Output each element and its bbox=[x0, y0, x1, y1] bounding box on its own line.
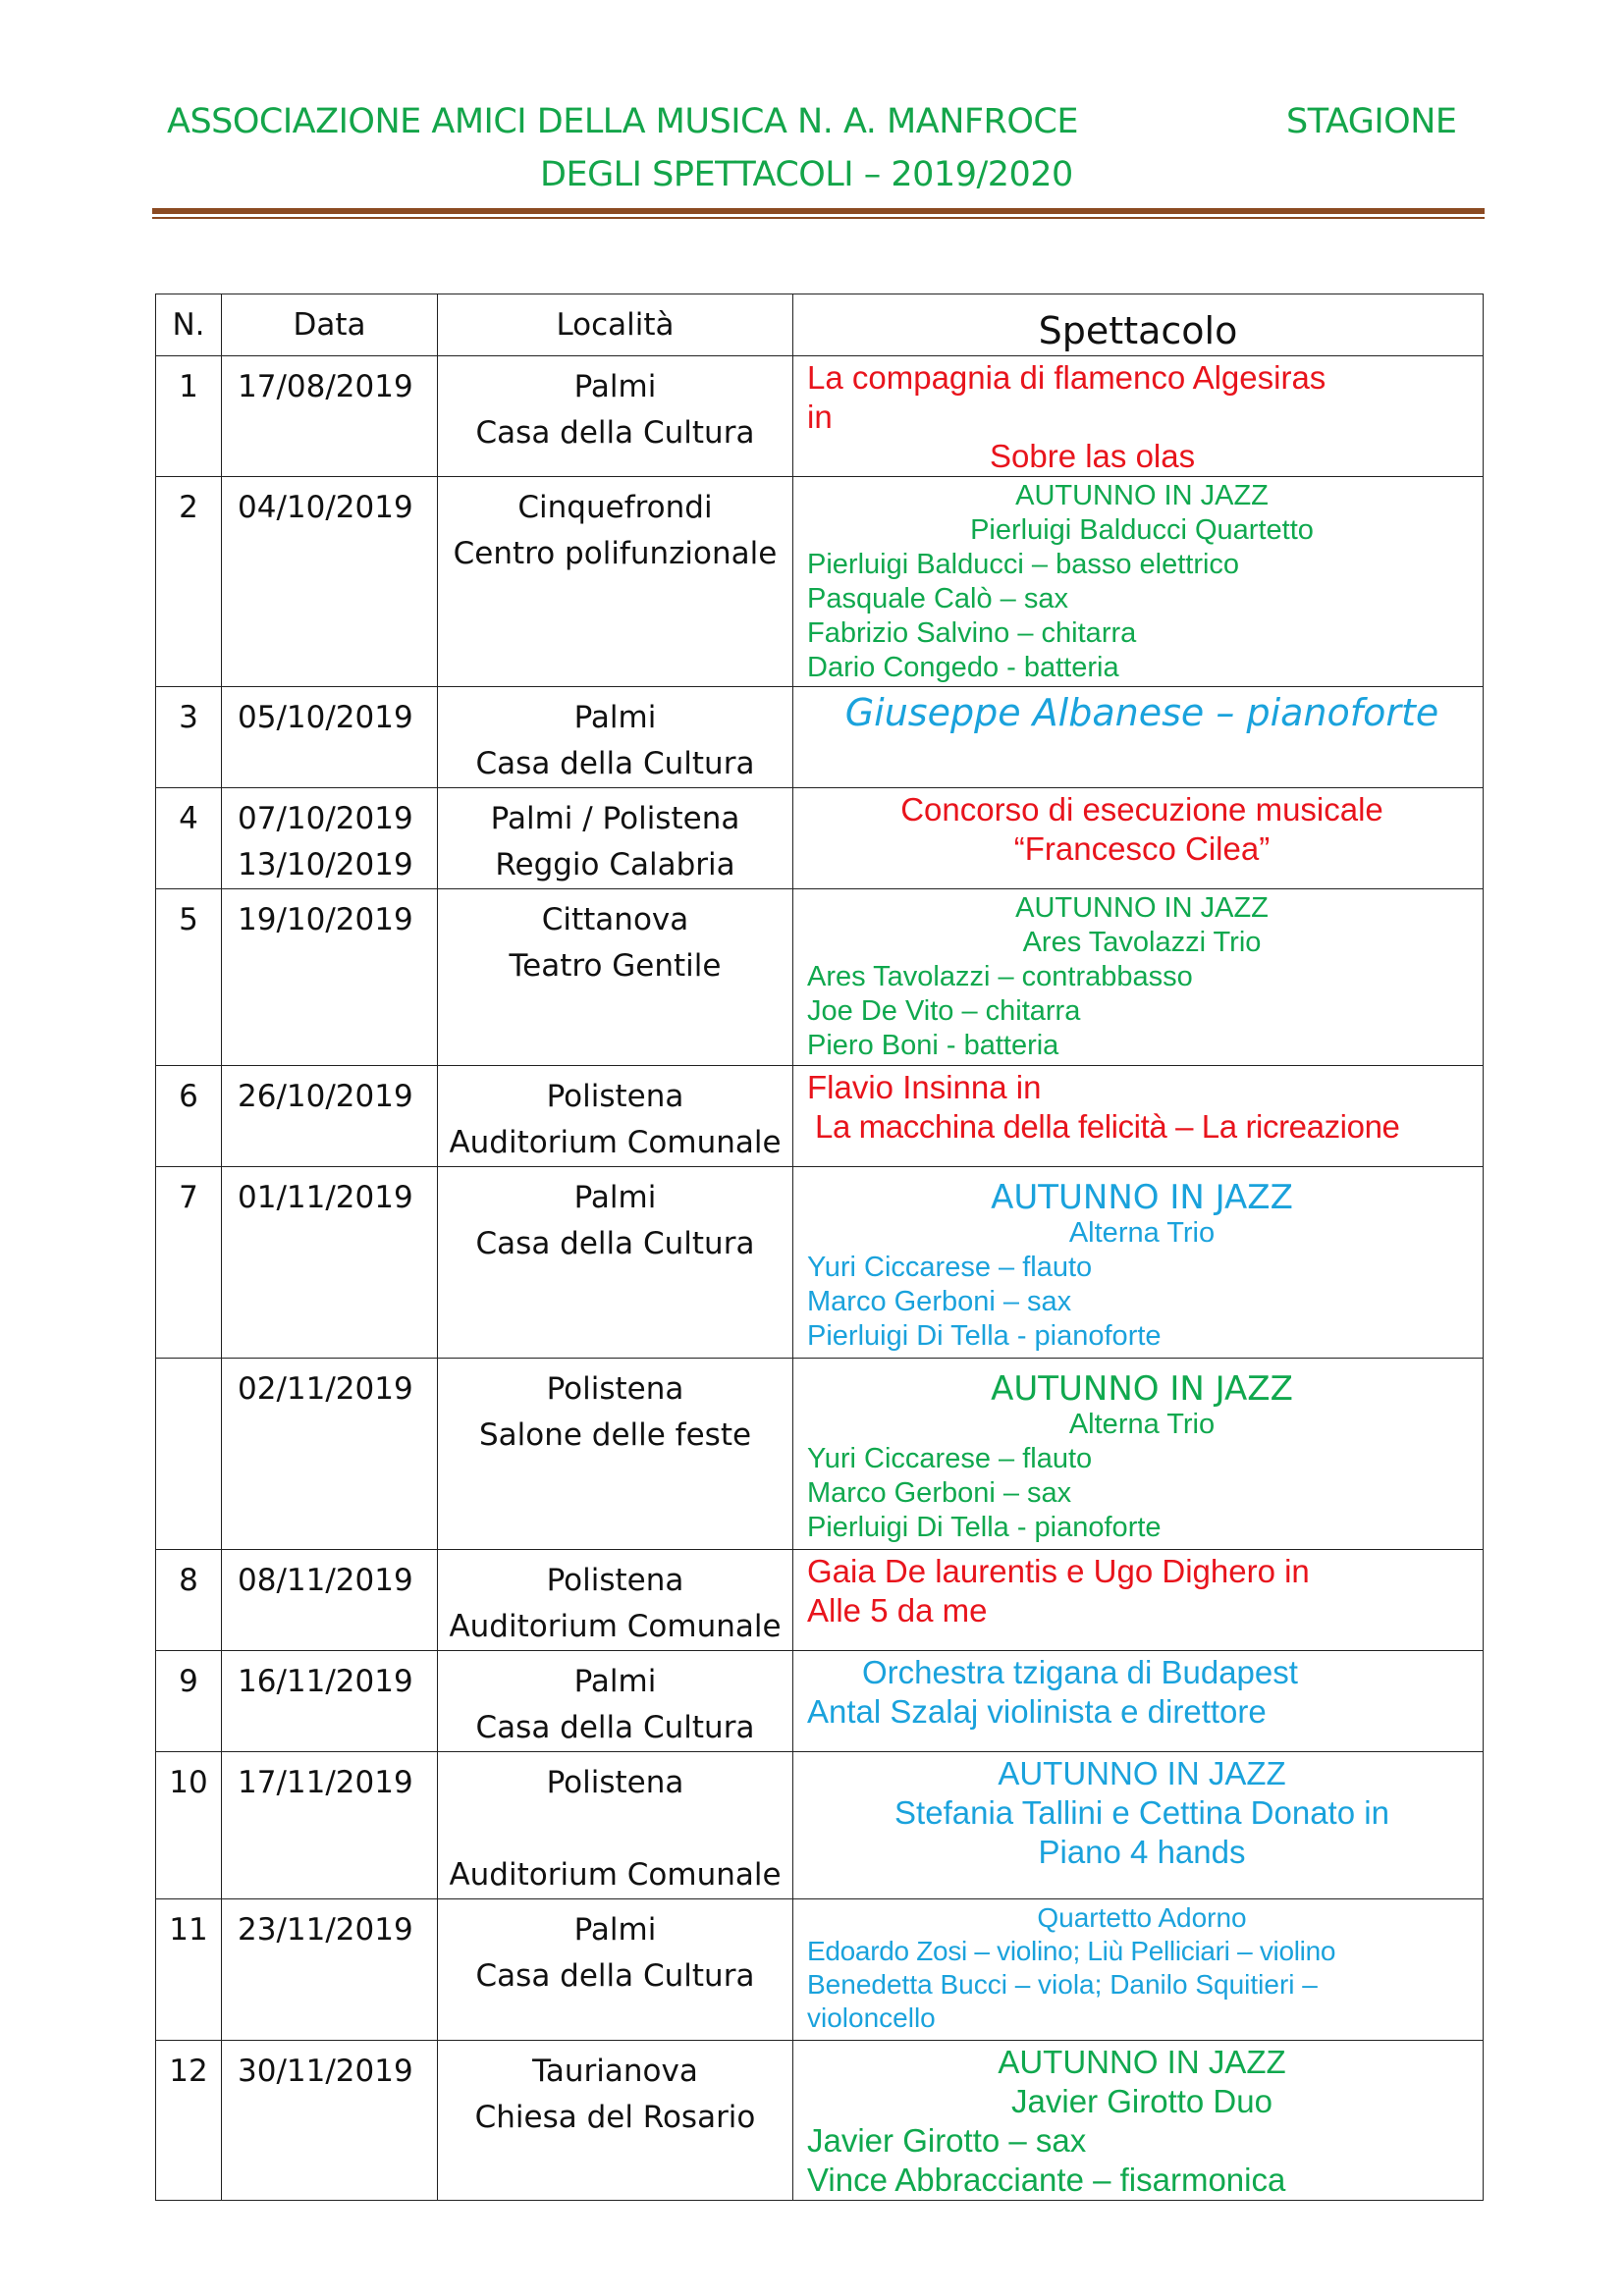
location-venue: Auditorium Comunale bbox=[449, 1125, 782, 1160]
location-venue: Centro polifunzionale bbox=[453, 536, 778, 571]
show-line: La macchina della felicità – La ricreazione bbox=[815, 1108, 1400, 1145]
location-town: Palmi bbox=[573, 1664, 657, 1699]
date-value: 13/10/2019 bbox=[238, 847, 413, 882]
show-line: AUTUNNO IN JAZZ bbox=[1015, 480, 1269, 511]
show-line: Alle 5 da me bbox=[807, 1592, 988, 1629]
show-line: Sobre las olas bbox=[990, 438, 1196, 474]
date-value: 17/08/2019 bbox=[238, 369, 413, 404]
row-number: 3 bbox=[156, 687, 222, 788]
table-row bbox=[156, 1651, 1484, 1752]
show-line: Edoardo Zosi – violino; Liù Pelliciari – violino bbox=[807, 1936, 1336, 1966]
table-row bbox=[156, 477, 1484, 687]
row-show bbox=[793, 1066, 1484, 1167]
row-date bbox=[222, 889, 438, 1066]
location-town: Polistena bbox=[546, 1765, 684, 1800]
show-line: Pierluigi Balducci – basso elettrico bbox=[807, 549, 1240, 580]
row-number: 7 bbox=[156, 1167, 222, 1359]
show-line: AUTUNNO IN JAZZ bbox=[991, 1178, 1293, 1217]
location-venue: Casa della Cultura bbox=[475, 1710, 755, 1745]
table-row bbox=[156, 1066, 1484, 1167]
date-value: 17/11/2019 bbox=[238, 1765, 413, 1800]
row-location bbox=[438, 1066, 793, 1167]
row-date bbox=[222, 1066, 438, 1167]
location-venue: Auditorium Comunale bbox=[449, 1609, 782, 1644]
date-value: 01/11/2019 bbox=[238, 1180, 413, 1215]
show-line: Quartetto Adorno bbox=[1037, 1902, 1247, 1933]
row-number: 11 bbox=[156, 1899, 222, 2041]
row-number: 6 bbox=[156, 1066, 222, 1167]
row-date bbox=[222, 1359, 438, 1550]
row-show bbox=[793, 1550, 1484, 1651]
show-line: Alterna Trio bbox=[1068, 1409, 1216, 1440]
show-line: AUTUNNO IN JAZZ bbox=[998, 2044, 1286, 2080]
table-row bbox=[156, 1359, 1484, 1550]
table-row bbox=[156, 889, 1484, 1066]
location-spacer bbox=[438, 1806, 792, 1852]
location-town: Palmi bbox=[573, 1180, 657, 1215]
show-line: Piero Boni - batteria bbox=[807, 1030, 1059, 1061]
row-number: 8 bbox=[156, 1550, 222, 1651]
location-venue: Reggio Calabria bbox=[495, 847, 735, 882]
table-row bbox=[156, 1899, 1484, 2041]
location-venue: Casa della Cultura bbox=[475, 1226, 755, 1261]
row-number: 1 bbox=[156, 356, 222, 477]
date-value: 16/11/2019 bbox=[238, 1664, 413, 1699]
show-line: Marco Gerboni – sax bbox=[807, 1477, 1072, 1509]
location-venue: Chiesa del Rosario bbox=[474, 2100, 756, 2135]
table-row bbox=[156, 2041, 1484, 2201]
show-line: Piano 4 hands bbox=[1038, 1834, 1246, 1870]
table-row bbox=[156, 1752, 1484, 1899]
row-show bbox=[793, 1167, 1484, 1359]
row-date bbox=[222, 1752, 438, 1899]
location-town: Polistena bbox=[546, 1371, 684, 1407]
show-line: AUTUNNO IN JAZZ bbox=[1015, 892, 1269, 924]
date-value: 19/10/2019 bbox=[238, 902, 413, 937]
show-line: Orchestra tzigana di Budapest bbox=[862, 1654, 1298, 1690]
location-town: Polistena bbox=[546, 1563, 684, 1598]
show-line: Giuseppe Albanese – pianoforte bbox=[844, 691, 1439, 734]
location-town: Palmi / Polistena bbox=[490, 801, 740, 836]
location-venue: Teatro Gentile bbox=[509, 948, 722, 984]
show-line: Joe De Vito – chitarra bbox=[807, 995, 1081, 1027]
show-line: Flavio Insinna in bbox=[807, 1069, 1042, 1105]
schedule-table bbox=[155, 294, 1484, 2201]
row-number: 5 bbox=[156, 889, 222, 1066]
row-date bbox=[222, 477, 438, 687]
show-line: Benedetta Bucci – viola; Danilo Squitieri – bbox=[807, 1969, 1318, 2000]
row-number: 2 bbox=[156, 477, 222, 687]
row-location bbox=[438, 1651, 793, 1752]
row-date bbox=[222, 1550, 438, 1651]
show-line: Javier Girotto – sax bbox=[807, 2122, 1087, 2159]
show-line: Alterna Trio bbox=[1068, 1217, 1216, 1249]
location-town: Palmi bbox=[573, 700, 657, 735]
show-line: violoncello bbox=[807, 2002, 936, 2033]
table-row bbox=[156, 788, 1484, 889]
row-number: 10 bbox=[156, 1752, 222, 1899]
show-line: Pierluigi Di Tella - pianoforte bbox=[807, 1320, 1162, 1352]
header-title: ASSOCIAZIONE AMICI DELLA MUSICA N. A. MANFROCE bbox=[167, 102, 1078, 141]
column-header-number: N. bbox=[156, 294, 222, 356]
show-line: Fabrizio Salvino – chitarra bbox=[807, 617, 1137, 649]
row-location bbox=[438, 687, 793, 788]
row-show bbox=[793, 477, 1484, 687]
row-date bbox=[222, 1899, 438, 2041]
row-location bbox=[438, 1899, 793, 2041]
location-town: Polistena bbox=[546, 1079, 684, 1114]
table-row bbox=[156, 687, 1484, 788]
location-town: Taurianova bbox=[532, 2054, 698, 2089]
row-location bbox=[438, 889, 793, 1066]
row-number: 4 bbox=[156, 788, 222, 889]
show-line: Javier Girotto Duo bbox=[1011, 2083, 1272, 2119]
column-header-location: Località bbox=[438, 294, 793, 356]
location-town: Cittanova bbox=[541, 902, 689, 937]
row-date bbox=[222, 687, 438, 788]
column-header-date: Data bbox=[222, 294, 438, 356]
show-line: Antal Szalaj violinista e direttore bbox=[807, 1693, 1267, 1730]
show-line: Yuri Ciccarese – flauto bbox=[807, 1443, 1093, 1474]
location-venue: Casa della Cultura bbox=[475, 746, 755, 781]
row-date bbox=[222, 356, 438, 477]
row-date bbox=[222, 2041, 438, 2201]
show-line: Vince Abbracciante – fisarmonica bbox=[807, 2162, 1286, 2198]
row-location bbox=[438, 788, 793, 889]
row-show bbox=[793, 2041, 1484, 2201]
row-show bbox=[793, 889, 1484, 1066]
table-row bbox=[156, 1550, 1484, 1651]
table-row bbox=[156, 1167, 1484, 1359]
location-venue: Salone delle feste bbox=[478, 1417, 752, 1453]
date-value: 02/11/2019 bbox=[238, 1371, 413, 1407]
date-value: 04/10/2019 bbox=[238, 490, 413, 525]
column-header-show: Spettacolo bbox=[793, 294, 1484, 356]
row-show bbox=[793, 687, 1484, 788]
row-location bbox=[438, 2041, 793, 2201]
location-venue: Casa della Cultura bbox=[475, 1958, 755, 1994]
row-show bbox=[793, 1359, 1484, 1550]
show-line: La compagnia di flamenco Algesiras bbox=[807, 359, 1326, 396]
row-location bbox=[438, 356, 793, 477]
row-location bbox=[438, 1752, 793, 1899]
header-title-right: STAGIONE bbox=[1286, 102, 1457, 141]
show-line: in bbox=[807, 399, 833, 435]
row-date bbox=[222, 1651, 438, 1752]
location-town: Palmi bbox=[573, 1912, 657, 1948]
date-value: 08/11/2019 bbox=[238, 1563, 413, 1598]
show-line: Gaia De laurentis e Ugo Dighero in bbox=[807, 1553, 1310, 1589]
table-row bbox=[156, 356, 1484, 477]
table-header-row bbox=[156, 294, 1484, 356]
show-line: AUTUNNO IN JAZZ bbox=[991, 1369, 1293, 1409]
show-line: Ares Tavolazzi Trio bbox=[1022, 927, 1262, 958]
show-line: Dario Congedo - batteria bbox=[807, 652, 1119, 683]
row-location bbox=[438, 1359, 793, 1550]
show-line: “Francesco Cilea” bbox=[1013, 830, 1271, 867]
row-number: 9 bbox=[156, 1651, 222, 1752]
show-line: AUTUNNO IN JAZZ bbox=[998, 1755, 1286, 1791]
row-show bbox=[793, 1651, 1484, 1752]
header-rule-thin bbox=[152, 217, 1485, 219]
row-show bbox=[793, 1752, 1484, 1899]
header-subtitle: DEGLI SPETTACOLI – 2019/2020 bbox=[540, 155, 1073, 194]
row-location bbox=[438, 477, 793, 687]
date-value: 05/10/2019 bbox=[238, 700, 413, 735]
location-venue: Auditorium Comunale bbox=[449, 1857, 782, 1893]
row-number: 12 bbox=[156, 2041, 222, 2201]
date-value: 23/11/2019 bbox=[238, 1912, 413, 1948]
show-line: Pasquale Calò – sax bbox=[807, 583, 1068, 614]
row-show bbox=[793, 788, 1484, 889]
row-location bbox=[438, 1167, 793, 1359]
row-date bbox=[222, 788, 438, 889]
show-line: Concorso di esecuzione musicale bbox=[900, 791, 1383, 828]
show-line: Pierluigi Balducci Quartetto bbox=[970, 514, 1314, 546]
row-date bbox=[222, 1167, 438, 1359]
row-show bbox=[793, 1899, 1484, 2041]
row-location bbox=[438, 1550, 793, 1651]
row-show bbox=[793, 356, 1484, 477]
show-line: Stefania Tallini e Cettina Donato in bbox=[894, 1794, 1389, 1831]
location-venue: Casa della Cultura bbox=[475, 415, 755, 451]
show-line: Ares Tavolazzi – contrabbasso bbox=[807, 961, 1193, 992]
location-town: Palmi bbox=[573, 369, 657, 404]
date-value: 26/10/2019 bbox=[238, 1079, 413, 1114]
location-town: Cinquefrondi bbox=[517, 490, 713, 525]
show-line: Pierluigi Di Tella - pianoforte bbox=[807, 1512, 1162, 1543]
show-line: Yuri Ciccarese – flauto bbox=[807, 1252, 1093, 1283]
show-line: Marco Gerboni – sax bbox=[807, 1286, 1072, 1317]
row-number bbox=[156, 1359, 222, 1550]
header-rule bbox=[152, 208, 1485, 214]
date-value: 30/11/2019 bbox=[238, 2054, 413, 2089]
date-value: 07/10/2019 bbox=[238, 801, 413, 836]
